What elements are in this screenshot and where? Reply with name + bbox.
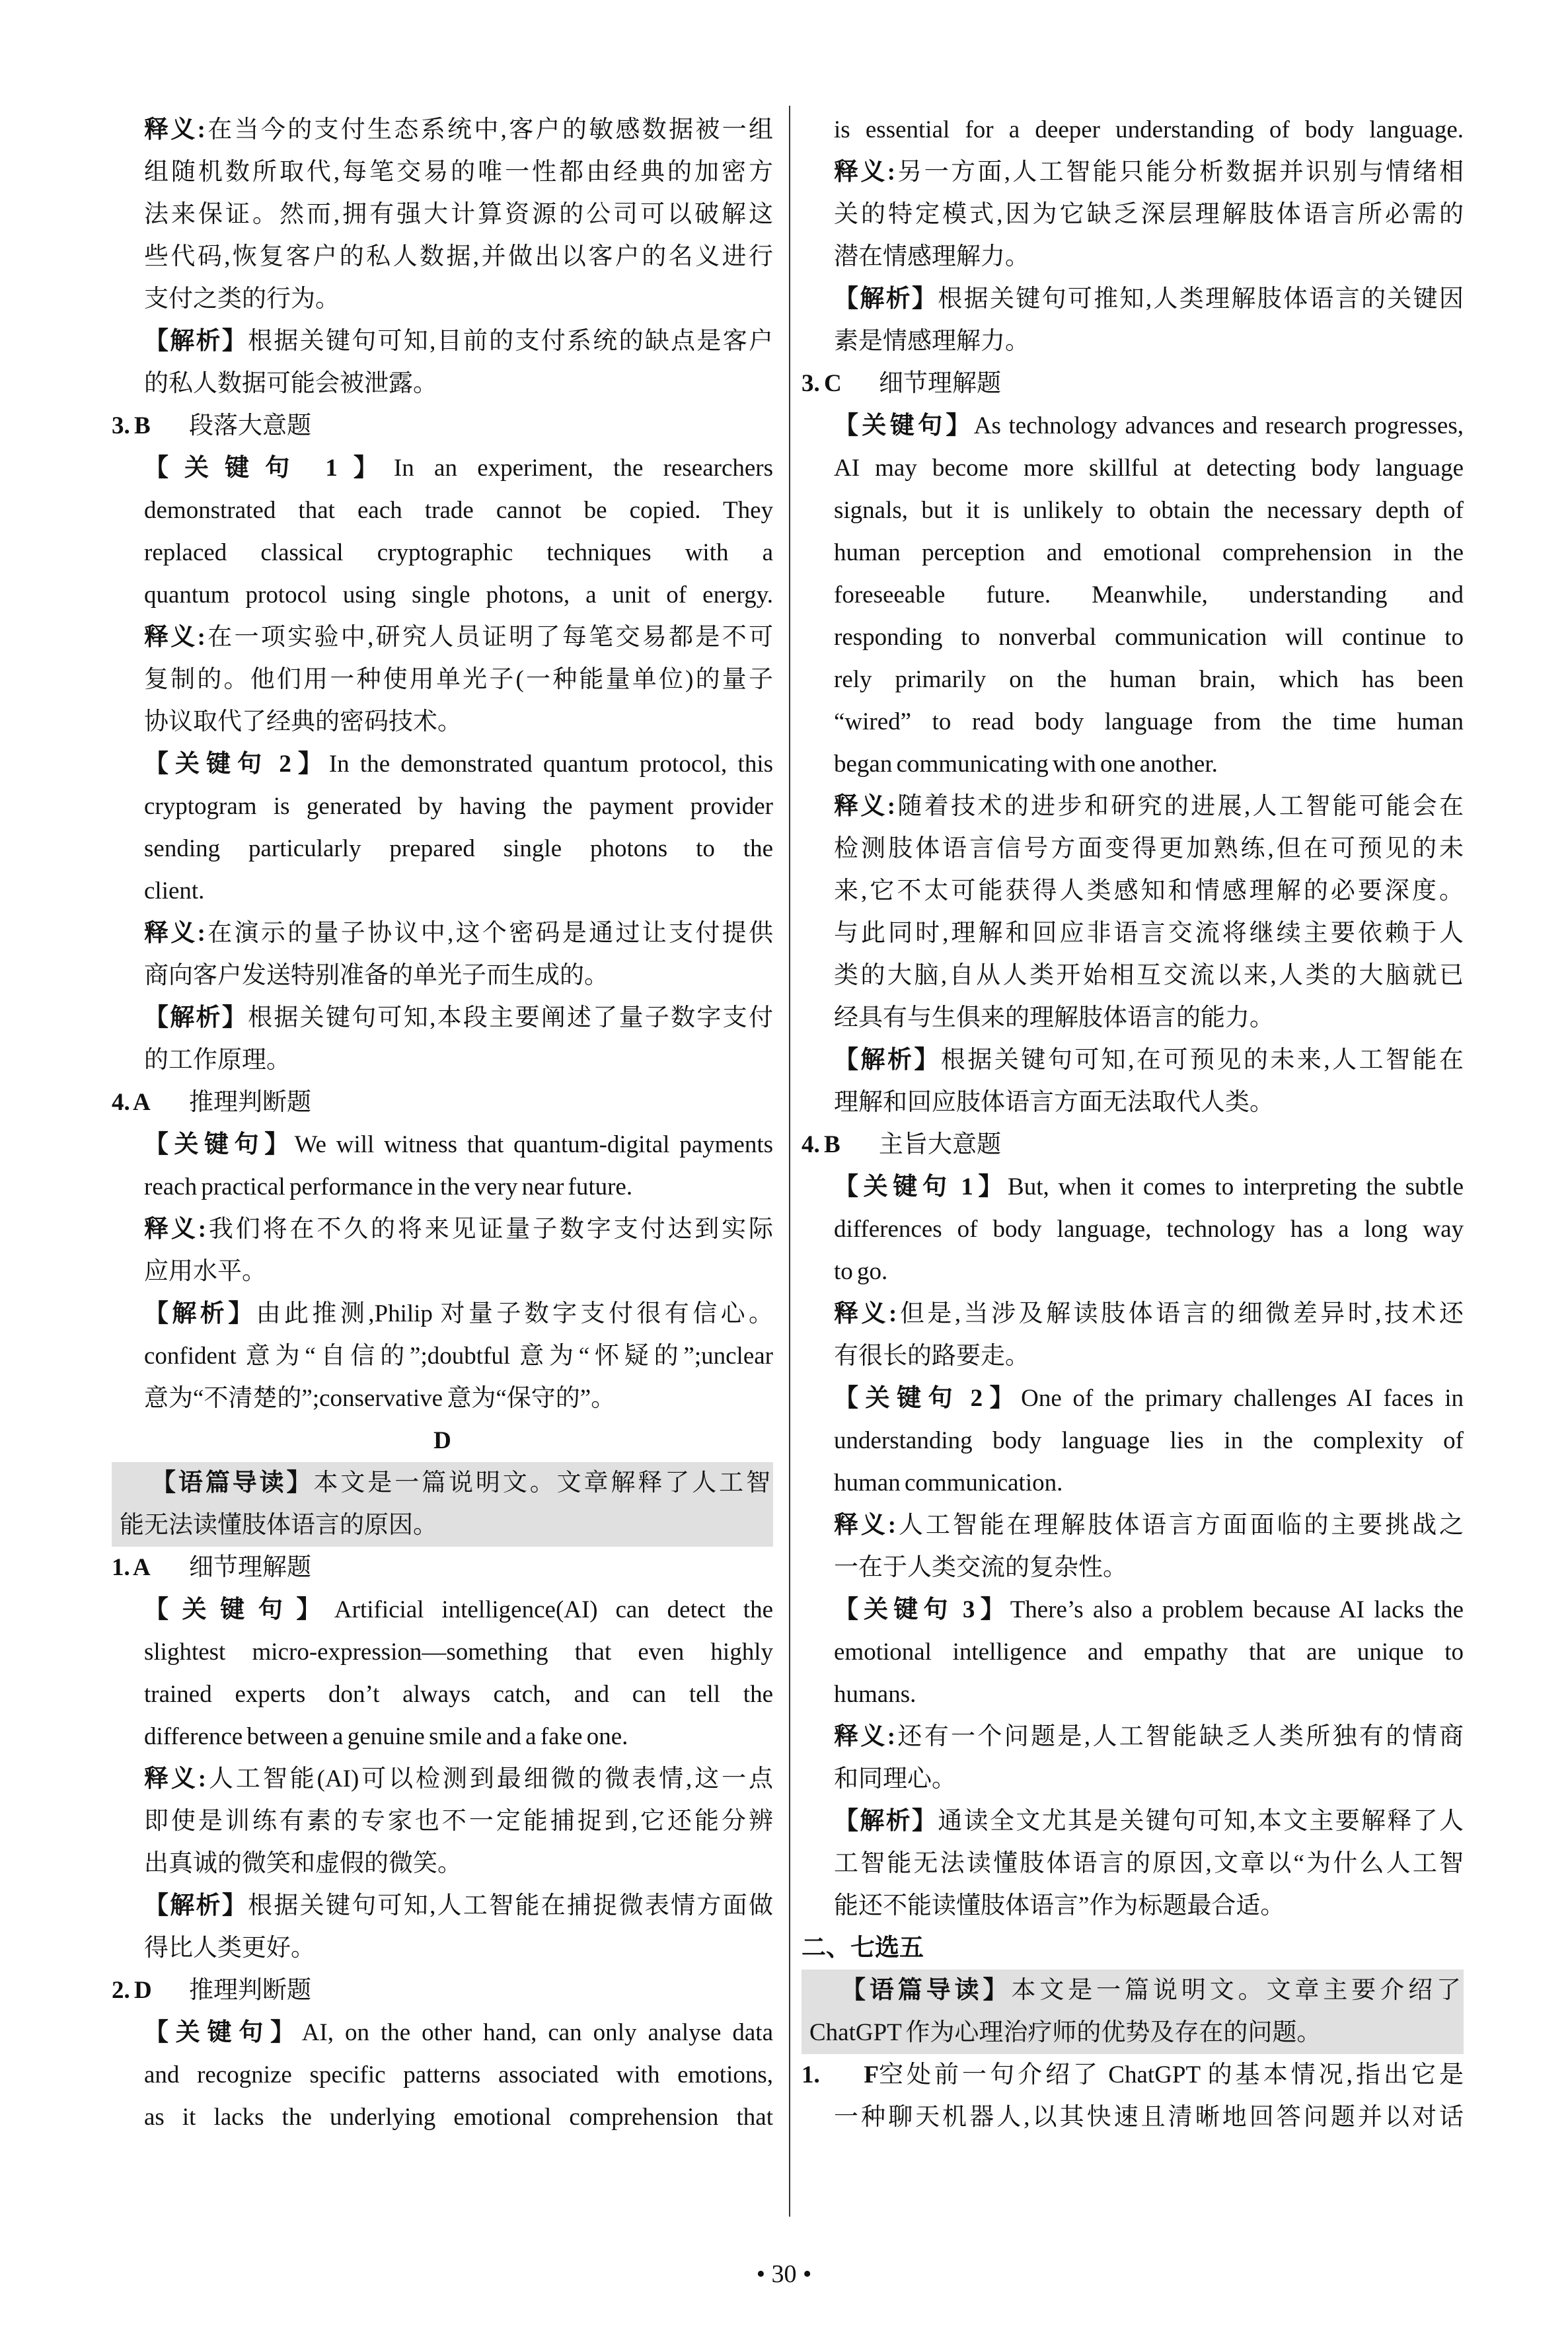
line-text: 二、七选五 xyxy=(802,1935,924,1962)
question-number-answer: 3. C xyxy=(802,370,842,397)
text-line xyxy=(802,194,1464,236)
text-line xyxy=(112,236,773,278)
line-text: 本文是一篇说明文。文章主要介绍了 xyxy=(1011,1977,1462,2004)
bold-label: 释义: xyxy=(144,116,205,143)
line-text: But, when it comes to interpreting the subtle xyxy=(1008,1173,1464,1200)
text-line xyxy=(112,616,773,659)
line-text: humans. xyxy=(834,1681,916,1708)
line-text: 商向客户发送特别准备的单光子而生成的。 xyxy=(144,962,609,989)
text-line xyxy=(112,1927,773,1970)
line-text: “wired” to read body language from the time human xyxy=(834,708,1464,735)
line-text: 检测肢体语言信号方面变得更加熟练,但在可预见的未 xyxy=(834,835,1464,862)
text-line xyxy=(112,1800,773,1843)
line-text: began communicating with one another. xyxy=(834,751,1218,778)
text-line xyxy=(802,1378,1464,1420)
line-text: 组随机数所取代,每笔交易的唯一性都由经典的加密方 xyxy=(144,159,773,186)
text-line xyxy=(802,151,1464,194)
text-line xyxy=(802,1082,1464,1124)
bold-label: 【解析】 xyxy=(144,328,248,355)
column-divider xyxy=(789,106,790,2217)
line-text: demonstrated that each trade cannot be copied. They xyxy=(144,497,773,524)
text-line xyxy=(112,1758,773,1800)
bold-label: 【解析】 xyxy=(834,1047,941,1074)
line-text: 通读全文尤其是关键句可知,本文主要解释了人 xyxy=(938,1808,1464,1835)
line-text: 在一项实验中,研究人员证明了每笔交易都是不可 xyxy=(205,624,774,651)
text-line xyxy=(802,1716,1464,1758)
bold-label: 【关键句】 xyxy=(144,1596,334,1623)
text-line xyxy=(802,1335,1464,1378)
text-line xyxy=(112,2096,773,2139)
bold-label: 释义: xyxy=(144,1216,207,1243)
line-text: There’s also a problem because AI lacks the xyxy=(1010,1596,1464,1623)
line-text: 人工智能在理解肢体语言方面面临的主要挑战之 xyxy=(896,1512,1464,1539)
text-line xyxy=(112,532,773,574)
text-line xyxy=(802,1420,1464,1462)
line-text: 法来保证。然而,拥有强大计算资源的公司可以破解这 xyxy=(144,201,773,228)
text-line xyxy=(112,955,773,997)
text-line xyxy=(802,743,1464,786)
line-text: differences of body language, technology has a long way xyxy=(834,1216,1464,1243)
line-text: 与此同时,理解和回应非语言交流将继续主要依赖于人 xyxy=(834,920,1464,947)
text-line xyxy=(112,786,773,828)
section-heading xyxy=(802,1927,1464,1970)
line-text: 一种聊天机器人,以其快速且清晰地回答问题并以对话 xyxy=(834,2104,1464,2131)
line-text: 意为“不清楚的”;conservative 意为“保守的”。 xyxy=(144,1385,616,1412)
text-line xyxy=(802,1843,1464,1885)
question-number-answer: 4. A xyxy=(112,1089,151,1116)
text-line xyxy=(802,1547,1464,1589)
bold-label: 【解析】 xyxy=(834,1808,938,1835)
line-text: understanding body language lies in the complexity of xyxy=(834,1427,1464,1454)
text-line xyxy=(112,574,773,616)
line-text: replaced classical cryptographic techniques with a xyxy=(144,539,773,566)
line-text: In the demonstrated quantum protocol, this xyxy=(328,751,774,778)
text-line xyxy=(802,1462,1464,1504)
text-line xyxy=(112,109,773,151)
line-text: 根据关键句可推知,人类理解肢体语言的关键因 xyxy=(938,285,1464,313)
bold-label: 释义: xyxy=(144,920,205,947)
line-text: 的私人数据可能会被泄露。 xyxy=(144,370,437,397)
line-text: We will witness that quantum-digital payments xyxy=(294,1131,774,1158)
bold-label: 【解析】 xyxy=(144,1892,248,1919)
line-text: 出真诚的微笑和虚假的微笑。 xyxy=(144,1850,462,1877)
line-text: ChatGPT 作为心理治疗师的优势及存在的问题。 xyxy=(809,2019,1322,2046)
line-text: 来,它不太可能获得人类感知和情感理解的必要深度。 xyxy=(834,877,1464,904)
line-text: quantum protocol using single photons, a unit of energy. xyxy=(144,581,773,609)
line-text: confident 意为“自信的”;doubtful 意为“怀疑的”;unclear xyxy=(144,1343,773,1370)
line-text: 支付之类的行为。 xyxy=(144,285,340,313)
line-text: 段落大意题 xyxy=(189,412,311,439)
line-text: 细节理解题 xyxy=(189,1554,311,1581)
text-line xyxy=(112,1293,773,1335)
question-number-answer: 1. A xyxy=(112,1554,151,1581)
text-line xyxy=(802,616,1464,659)
text-line xyxy=(802,701,1464,743)
text-line xyxy=(802,1039,1464,1082)
bold-label: 【解析】 xyxy=(144,1004,248,1031)
question-number-answer: 1. F xyxy=(802,2061,879,2088)
question-answer-line xyxy=(802,2054,1464,2096)
bold-label: 【关键句】 xyxy=(144,1131,295,1158)
line-text: 根据关键句可知,本段主要阐述了量子数字支付 xyxy=(248,1004,773,1031)
line-text: In an experiment, the researchers xyxy=(393,455,774,482)
line-text: 复制的。他们用一种使用单光子(一种能量单位)的量子 xyxy=(144,666,773,693)
line-text: 协议取代了经典的密码技术。 xyxy=(144,708,462,735)
bold-label: 释义: xyxy=(834,793,896,820)
text-line xyxy=(802,659,1464,701)
line-text: 应用水平。 xyxy=(144,1258,266,1285)
line-text: human perception and emotional comprehension in the xyxy=(834,539,1464,566)
text-line xyxy=(112,320,773,363)
question-answer-line xyxy=(112,1970,773,2012)
line-text: Artificial intelligence(AI) can detect the xyxy=(334,1596,774,1623)
bold-label: 【关键句 1】 xyxy=(834,1173,1008,1200)
text-line xyxy=(802,320,1464,363)
bold-label: 【关键句 3】 xyxy=(834,1596,1010,1623)
text-line xyxy=(112,1631,773,1674)
text-line xyxy=(112,659,773,701)
line-text: 的工作原理。 xyxy=(144,1047,291,1074)
line-text: 还有一个问题是,人工智能缺乏人类所独有的情商 xyxy=(895,1723,1464,1750)
question-answer-line xyxy=(112,405,773,447)
bold-label: 【关键句 1】 xyxy=(144,455,394,482)
line-text: 人工智能(AI)可以检测到最细微的微表情,这一点 xyxy=(206,1765,773,1792)
text-line xyxy=(802,1589,1464,1631)
line-text: emotional intelligence and empathy that are unique to xyxy=(834,1639,1464,1666)
line-text: 空处前一句介绍了 ChatGPT 的基本情况,指出它是 xyxy=(879,2061,1464,2088)
line-text: slightest micro-expression—something that even highly xyxy=(144,1639,773,1666)
line-text: 根据关键句可知,目前的支付系统的缺点是客户 xyxy=(248,328,773,355)
question-number-answer: 2. D xyxy=(112,1977,152,2004)
text-line xyxy=(112,1251,773,1293)
passage-guide-line xyxy=(802,2012,1464,2054)
text-line xyxy=(802,1504,1464,1547)
text-line xyxy=(802,574,1464,616)
text-line xyxy=(112,743,773,786)
bold-label: 【解析】 xyxy=(144,1300,256,1327)
text-line xyxy=(802,1251,1464,1293)
bold-label: 【解析】 xyxy=(834,285,938,313)
text-line xyxy=(802,1166,1464,1208)
line-text: is essential for a deeper understanding of body language. xyxy=(834,116,1464,143)
line-text: 根据关键句可知,人工智能在捕捉微表情方面做 xyxy=(248,1892,773,1919)
text-line xyxy=(112,1166,773,1208)
line-text: 本文是一篇说明文。文章解释了人工智 xyxy=(313,1469,771,1496)
line-text: 经具有与生俱来的理解肢体语言的能力。 xyxy=(834,1004,1274,1031)
line-text: AI, on the other hand, can only analyse data xyxy=(301,2019,774,2046)
text-line xyxy=(802,278,1464,320)
text-line xyxy=(112,1208,773,1251)
text-line xyxy=(112,701,773,743)
text-line xyxy=(802,786,1464,828)
line-text: foreseeable future. Meanwhile, understanding and xyxy=(834,581,1464,609)
text-line xyxy=(112,1716,773,1758)
text-line xyxy=(112,447,773,490)
line-text: rely primarily on the human brain, which has been xyxy=(834,666,1464,693)
line-text: and recognize specific patterns associated with emotions, xyxy=(144,2061,773,2088)
question-answer-line xyxy=(802,1124,1464,1166)
text-line xyxy=(112,1124,773,1166)
line-text: 类的大脑,自从人类开始相互交流以来,人类的大脑就已 xyxy=(834,962,1464,989)
line-text: 能还不能读懂肢体语言”作为标题最合适。 xyxy=(834,1892,1285,1919)
text-line xyxy=(112,828,773,870)
line-text: 工智能无法读懂肢体语言的原因,文章以“为什么人工智 xyxy=(834,1850,1464,1877)
line-text: 些代码,恢复客户的私人数据,并做出以客户的名义进行 xyxy=(144,243,773,270)
text-line xyxy=(112,278,773,320)
bold-label: 释义: xyxy=(834,1723,896,1750)
line-text: 素是情感理解力。 xyxy=(834,328,1029,355)
line-text: signals, but it is unlikely to obtain the necessary depth of xyxy=(834,497,1464,524)
line-text: 主旨大意题 xyxy=(879,1131,1001,1158)
text-line xyxy=(112,1843,773,1885)
text-line xyxy=(802,109,1464,151)
bold-label: 【关键句 2】 xyxy=(144,751,329,778)
text-line xyxy=(802,870,1464,912)
page-number: • 30 • xyxy=(756,2260,812,2288)
text-line xyxy=(802,236,1464,278)
line-text: As technology advances and research progresses, xyxy=(973,412,1464,439)
line-text: 我们将在不久的将来见证量子数字支付达到实际 xyxy=(206,1216,774,1243)
text-line xyxy=(112,912,773,955)
text-line xyxy=(112,997,773,1039)
line-text: 即使是训练有素的专家也不一定能捕捉到,它还能分辨 xyxy=(144,1808,773,1835)
text-line xyxy=(112,194,773,236)
bold-label: 释义: xyxy=(834,1300,897,1327)
question-answer-line xyxy=(802,363,1464,405)
line-text: human communication. xyxy=(834,1469,1063,1496)
line-text: 有很长的路要走。 xyxy=(834,1343,1029,1370)
text-line xyxy=(802,1674,1464,1716)
bold-label: 【语篇导读】 xyxy=(151,1469,314,1496)
line-text: 细节理解题 xyxy=(879,370,1001,397)
line-text: 另一方面,人工智能只能分析数据并识别与情绪相 xyxy=(895,159,1464,186)
text-line xyxy=(802,490,1464,532)
text-line xyxy=(802,1631,1464,1674)
text-line xyxy=(802,447,1464,490)
left-column xyxy=(112,109,773,2139)
line-text: 和同理心。 xyxy=(834,1765,956,1792)
bold-label: 释义: xyxy=(834,1512,897,1539)
line-text: reach practical performance in the very near future. xyxy=(144,1173,633,1200)
passage-guide-line xyxy=(112,1462,773,1504)
line-text: 在当今的支付生态系统中,客户的敏感数据被一组 xyxy=(205,116,774,143)
text-line xyxy=(112,1335,773,1378)
text-line xyxy=(112,151,773,194)
text-line xyxy=(112,2054,773,2096)
text-line xyxy=(802,828,1464,870)
bold-label: 【关键句 2】 xyxy=(834,1385,1022,1412)
line-text: D xyxy=(433,1427,451,1454)
line-text: 在演示的量子协议中,这个密码是通过让支付提供 xyxy=(205,920,774,947)
bold-label: 释义: xyxy=(144,1765,207,1792)
text-line xyxy=(802,1293,1464,1335)
bold-label: 释义: xyxy=(834,159,896,186)
passage-guide-line xyxy=(802,1970,1464,2012)
text-line xyxy=(112,1885,773,1927)
line-text: 由此推测,Philip 对量子数字支付很有信心。 xyxy=(256,1300,774,1327)
line-text: 根据关键句可知,在可预见的未来,人工智能在 xyxy=(940,1047,1464,1074)
text-line xyxy=(112,490,773,532)
line-text: 但是,当涉及解读肢体语言的细微差异时,技术还 xyxy=(897,1300,1464,1327)
line-text: 得比人类更好。 xyxy=(144,1935,315,1962)
passage-guide-line xyxy=(112,1504,773,1547)
line-text: cryptogram is generated by having the payment provider xyxy=(144,793,773,820)
bold-label: 释义: xyxy=(144,624,205,651)
question-number-answer: 4. B xyxy=(802,1131,840,1158)
text-line xyxy=(112,1039,773,1082)
text-line xyxy=(802,1885,1464,1927)
line-text: 能无法读懂肢体语言的原因。 xyxy=(120,1512,437,1539)
line-text: difference between a genuine smile and a fake one. xyxy=(144,1723,628,1750)
text-line xyxy=(802,1800,1464,1843)
line-text: 推理判断题 xyxy=(189,1977,311,2004)
text-line xyxy=(112,2012,773,2054)
text-line xyxy=(112,363,773,405)
text-line xyxy=(112,1378,773,1420)
line-text: responding to nonverbal communication will continue to xyxy=(834,624,1464,651)
question-number-answer: 3. B xyxy=(112,412,151,439)
text-line xyxy=(802,1758,1464,1800)
line-text: to go. xyxy=(834,1258,888,1285)
line-text: 推理判断题 xyxy=(189,1089,311,1116)
line-text: One of the primary challenges AI faces in xyxy=(1021,1385,1464,1412)
text-line xyxy=(802,405,1464,447)
text-line xyxy=(802,955,1464,997)
line-text: client. xyxy=(144,877,205,904)
question-answer-line xyxy=(112,1082,773,1124)
bold-label: 【关键句】 xyxy=(144,2019,302,2046)
text-line xyxy=(802,532,1464,574)
question-answer-line xyxy=(112,1547,773,1589)
text-line xyxy=(112,1589,773,1631)
right-column xyxy=(802,109,1464,2139)
bold-label: 【关键句】 xyxy=(834,412,974,439)
passage-heading xyxy=(112,1420,773,1462)
line-text: trained experts don’t always catch, and can tell the xyxy=(144,1681,773,1708)
line-text: AI may become more skillful at detecting body language xyxy=(834,455,1464,482)
text-line xyxy=(112,870,773,912)
line-text: 一在于人类交流的复杂性。 xyxy=(834,1554,1127,1581)
text-line xyxy=(112,1674,773,1716)
line-text: 关的特定模式,因为它缺乏深层理解肢体语言所必需的 xyxy=(834,201,1464,228)
line-text: as it lacks the underlying emotional comprehension that xyxy=(144,2104,773,2131)
line-text: 理解和回应肢体语言方面无法取代人类。 xyxy=(834,1089,1274,1116)
line-text: 随着技术的进步和研究的进展,人工智能可能会在 xyxy=(895,793,1464,820)
text-line xyxy=(802,1208,1464,1251)
line-text: 潜在情感理解力。 xyxy=(834,243,1029,270)
text-line xyxy=(802,912,1464,955)
text-line xyxy=(802,997,1464,1039)
text-line xyxy=(802,2096,1464,2139)
bold-label: 【语篇导读】 xyxy=(841,1977,1012,2004)
line-text: sending particularly prepared single photons to the xyxy=(144,835,773,862)
